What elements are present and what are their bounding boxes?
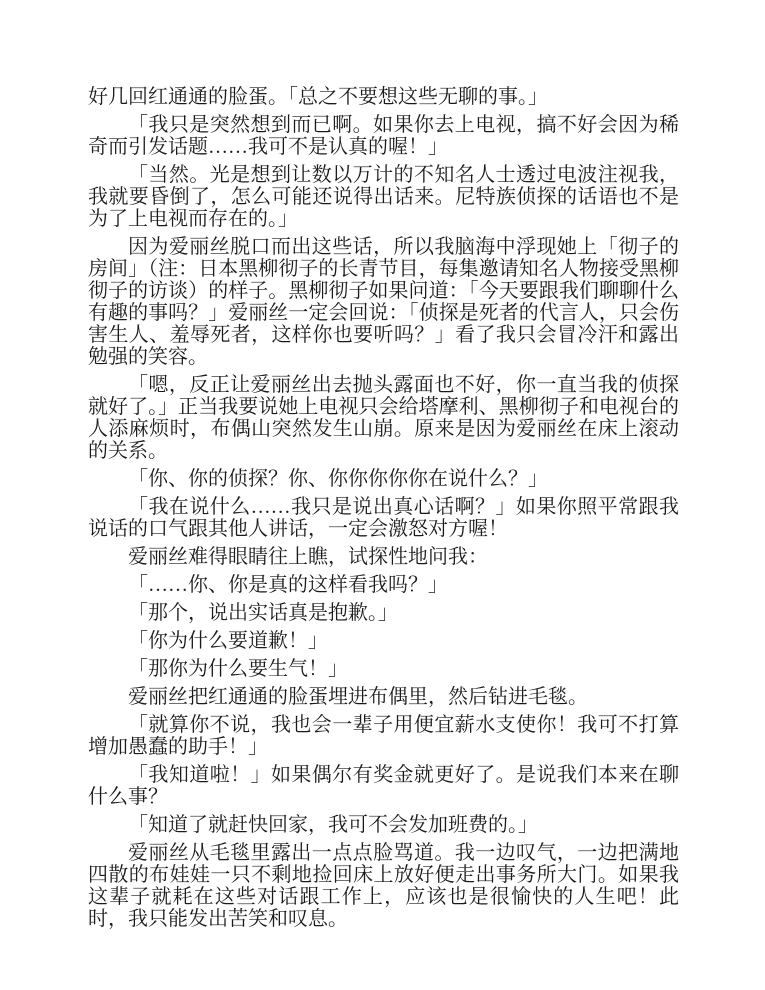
paragraph: 因为爱丽丝脱口而出这些话，所以我脑海中浮现她上「彻子的房间」（注：日本黑柳彻子的长青节目，每集邀请知名人物接受黑柳彻子的访谈）的样子。黑柳彻子如果问道：「今天要跟我们聊聊什么有趣的事吗？」爱丽丝一定会回说：「侦探是死者的代言人，只会伤害生人、羞辱死者，这样你也要听吗？」看了我只会冒冷汗和露出勉强的笑容。: [88, 236, 679, 368]
paragraph: 「我在说什么……我只是说出真心话啊？」如果你照平常跟我说话的口气跟其他人讲话，一定会激怒对方喔！: [88, 496, 679, 540]
paragraph: 「那你为什么要生气！」: [128, 658, 348, 680]
paragraph: 「……你、你是真的这样看我吗？」: [128, 574, 448, 596]
paragraph: 「知道了就赶快回家，我可不会发加班费的。」: [128, 814, 538, 836]
paragraph: 爱丽丝把红通通的脸蛋埋进布偶里，然后钻进毛毯。: [128, 686, 588, 708]
paragraph: 「你为什么要道歉！」: [128, 630, 328, 652]
paragraph: 爱丽丝难得眼睛往上瞧，试探性地问我：: [128, 546, 488, 568]
paragraph: 「你、你的侦探？你、你你你你你在说什么？」: [128, 468, 548, 490]
text-column: [88, 86, 679, 936]
paragraph: 「我只是突然想到而已啊。如果你去上电视，搞不好会因为稀奇而引发话题……我可不是认真的喔！」: [88, 114, 679, 158]
paragraph: 爱丽丝从毛毯里露出一点点脸骂道。我一边叹气，一边把满地四散的布娃娃一只不剩地捡回床上放好便走出事务所大门。如果我这辈子就耗在这些对话跟工作上，应该也是很愉快的人生吧！此时，我只能发出苦笑和叹息。: [88, 842, 679, 930]
paragraph: 「嗯，反正让爱丽丝出去抛头露面也不好，你一直当我的侦探就好了。」正当我要说她上电视只会给塔摩利、黑柳彻子和电视台的人添麻烦时，布偶山突然发生山崩。原来是因为爱丽丝在床上滚动的关系。: [88, 374, 679, 462]
paragraph: 好几回红通通的脸蛋。「总之不要想这些无聊的事。」: [88, 86, 548, 108]
paragraph: 「我知道啦！」如果偶尔有奖金就更好了。是说我们本来在聊什么事？: [88, 764, 679, 808]
paragraph: 「当然。光是想到让数以万计的不知名人士透过电波注视我，我就要昏倒了，怎么可能还说得出话来。尼特族侦探的话语也不是为了上电视而存在的。」: [88, 164, 679, 230]
paragraph: 「那个，说出实话真是抱歉。」: [128, 602, 398, 624]
paragraph: 「就算你不说，我也会一辈子用便宜薪水支使你！我可不打算增加愚蠢的助手！」: [88, 714, 679, 758]
